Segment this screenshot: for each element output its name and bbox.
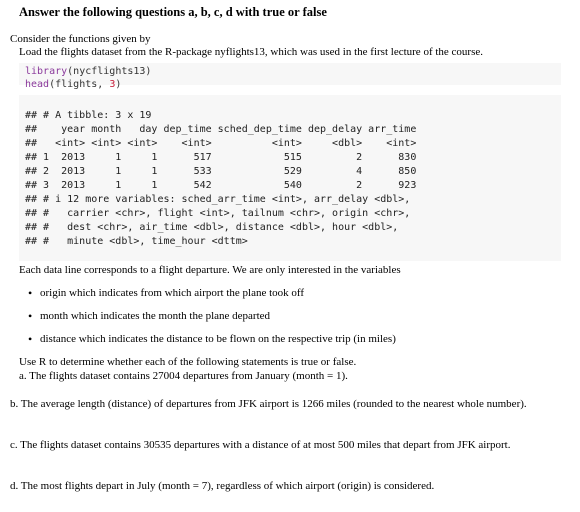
function-name: head bbox=[25, 79, 50, 90]
function-args: (nycflights13) bbox=[67, 66, 152, 77]
numeric-literal: 3 bbox=[109, 79, 116, 90]
use-r-instruction: Use R to determine whether each of the following statements is true or false. bbox=[19, 356, 357, 368]
page-title: Answer the following questions a, b, c, d with true or false bbox=[19, 5, 327, 19]
output-line: ## 3 2013 1 1 542 540 2 923 bbox=[25, 180, 417, 191]
output-line: ## # minute <dbl>, time_hour <dttm> bbox=[25, 236, 248, 247]
bullet-month: month which indicates the month the plane departed bbox=[40, 310, 271, 322]
output-line: ## 1 2013 1 1 517 515 2 830 bbox=[25, 152, 417, 163]
output-line: ## 2 2013 1 1 533 529 4 850 bbox=[25, 166, 417, 177]
output-line: ## year month day dep_time sched_dep_time dep_delay arr_time bbox=[25, 124, 417, 135]
bullet-distance: distance which indicates the distance to be flown on the respective trip (in miles) bbox=[40, 333, 396, 345]
load-instruction: Load the flights dataset from the R-package nyflights13, which was used in the first lecture of the course. bbox=[19, 46, 484, 58]
code-line-head bbox=[25, 78, 121, 92]
function-args: (flights, bbox=[49, 79, 110, 90]
output-line: ## # carrier <chr>, flight <int>, tailnum <chr>, origin <chr>, bbox=[25, 208, 411, 219]
variables-intro: Each data line corresponds to a flight departure. We are only interested in the variables bbox=[19, 264, 401, 276]
bullet-origin: origin which indicates from which airport the plane took off bbox=[40, 287, 305, 299]
output-line: ## <int> <int> <int> <int> <int> <dbl> <int> bbox=[25, 138, 417, 149]
output-block bbox=[19, 95, 561, 261]
output-line: ## # i 12 more variables: sched_arr_time <int>, arr_delay <dbl>, bbox=[25, 194, 411, 205]
question-b: b. The average length (distance) of departures from JFK airport is 1266 miles (rounded to the nearest whole number). bbox=[10, 398, 527, 410]
closing-paren: ) bbox=[115, 79, 122, 90]
bullet-icon: • bbox=[28, 332, 33, 346]
code-line-library bbox=[25, 65, 151, 79]
output-line: ## # dest <chr>, air_time <dbl>, distance <dbl>, hour <dbl>, bbox=[25, 222, 399, 233]
bullet-icon: • bbox=[28, 286, 33, 300]
question-a: a. The flights dataset contains 27004 departures from January (month = 1). bbox=[19, 370, 348, 382]
code-block bbox=[19, 63, 561, 90]
bullet-icon: • bbox=[28, 309, 33, 323]
intro-text: Consider the functions given by bbox=[10, 33, 151, 45]
question-d: d. The most flights depart in July (month = 7), regardless of which airport (origin) is considered. bbox=[10, 480, 435, 492]
output-line: ## # A tibble: 3 x 19 bbox=[25, 110, 152, 121]
question-c: c. The flights dataset contains 30535 departures with a distance of at most 500 miles that depart from JFK airport. bbox=[10, 439, 511, 451]
function-name: library bbox=[25, 66, 68, 77]
